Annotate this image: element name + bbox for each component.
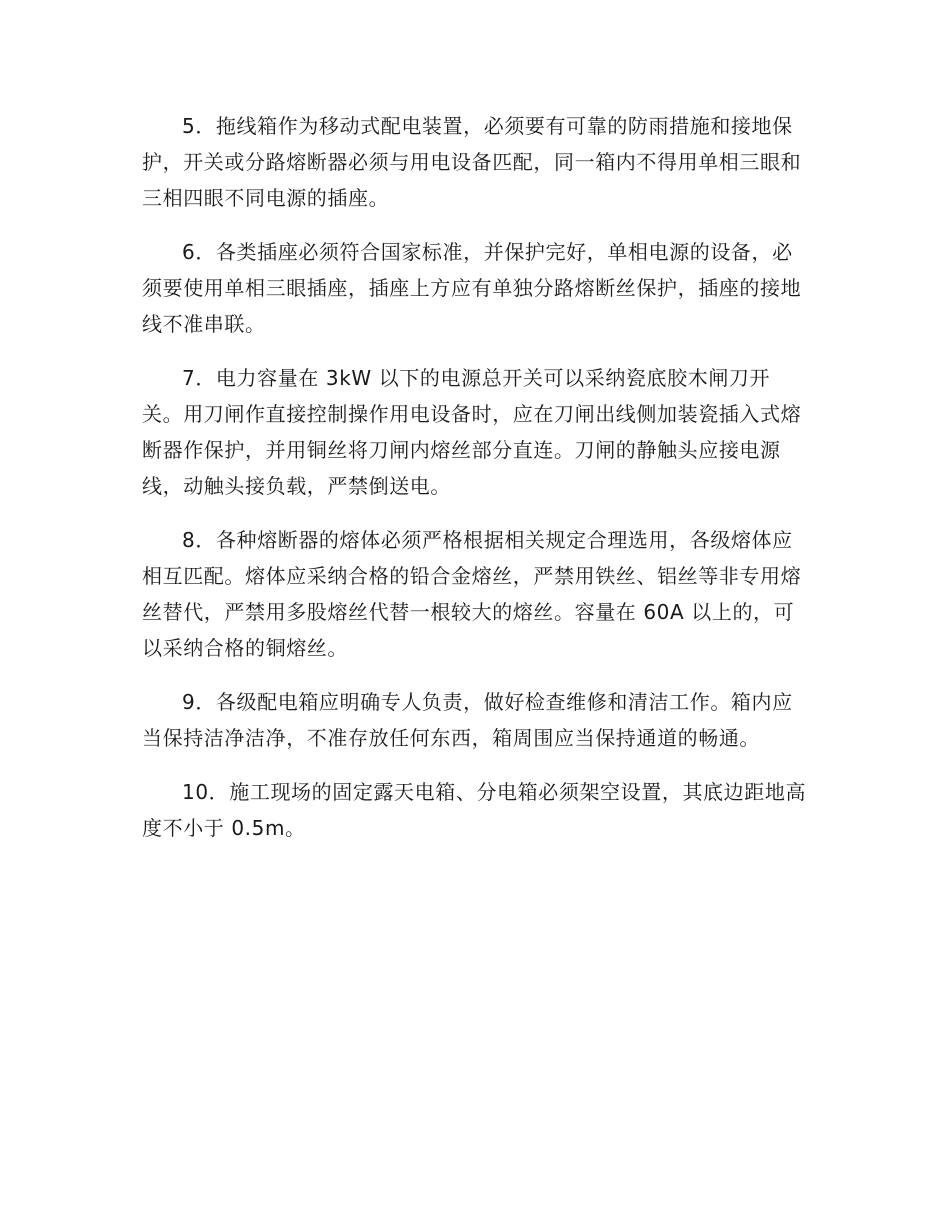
paragraph-line: 必须要使用单相三眼插座，插座上方应有单独分路熔断丝保护，插座	[142, 240, 793, 300]
paragraph-line: 5．拖线箱作为移动式配电装置，必须要有可靠的防雨措施和接地	[182, 114, 773, 138]
paragraph-line: 9．各级配电箱应明确专人负责，做好检查维修和清洁工作。箱内	[182, 690, 773, 714]
paragraph-6	[142, 234, 810, 342]
document-body	[142, 108, 810, 864]
paragraph-line: 7．电力容量在 3kW 以下的电源总开关可以采纳瓷底胶木闸刀开	[182, 366, 771, 390]
paragraph-line: 应相互匹配。熔体应采纳合格的铅合金熔丝，严禁用铁丝、铝丝等非	[142, 528, 793, 588]
paragraph-line: 10．施工现场的固定露天电箱、分电箱必须架空设置，其底边距	[182, 780, 765, 804]
paragraph-line: 式熔断器作保护，并用铜丝将刀闸内熔丝部分直连。刀闸的静触头应	[142, 402, 802, 462]
paragraph-line: 6．各类插座必须符合国家标准，并保护完好，单相电源的设备，	[182, 240, 773, 264]
paragraph-5	[142, 108, 810, 216]
paragraph-line: 关。用刀闸作直接控制操作用电设备时，应在刀闸出线侧加装瓷插入	[142, 402, 760, 426]
paragraph-line: 上的，可以采纳合格的铜熔丝。	[142, 600, 795, 660]
paragraph-line: 通。	[718, 726, 761, 750]
paragraph-9	[142, 684, 810, 756]
paragraph-line: 应当保持洁净洁净，不准存放任何东西，箱周围应当保持通道的畅	[142, 690, 793, 750]
paragraph-line: 8．各种熔断器的熔体必须严格根据相关规定合理选用，各级熔体	[182, 528, 773, 552]
paragraph-line: 地高度不小于 0.5m。	[142, 780, 807, 840]
paragraph-line: 保护，开关或分路熔断器必须与用电设备匹配，同一箱内不得用单相	[142, 114, 793, 174]
paragraph-line: 三眼和三相四眼不同电源的插座。	[142, 150, 802, 210]
paragraph-7	[142, 360, 810, 504]
paragraph-line: 接电源线，动触头接负载，严禁倒送电。	[142, 438, 781, 498]
paragraph-line: 专用熔丝替代，严禁用多股熔丝代替一根较大的熔丝。容量在 60A 以	[142, 564, 802, 624]
paragraph-line: 的接地线不准串联。	[142, 276, 802, 336]
paragraph-10	[142, 774, 810, 846]
paragraph-8	[142, 522, 810, 666]
